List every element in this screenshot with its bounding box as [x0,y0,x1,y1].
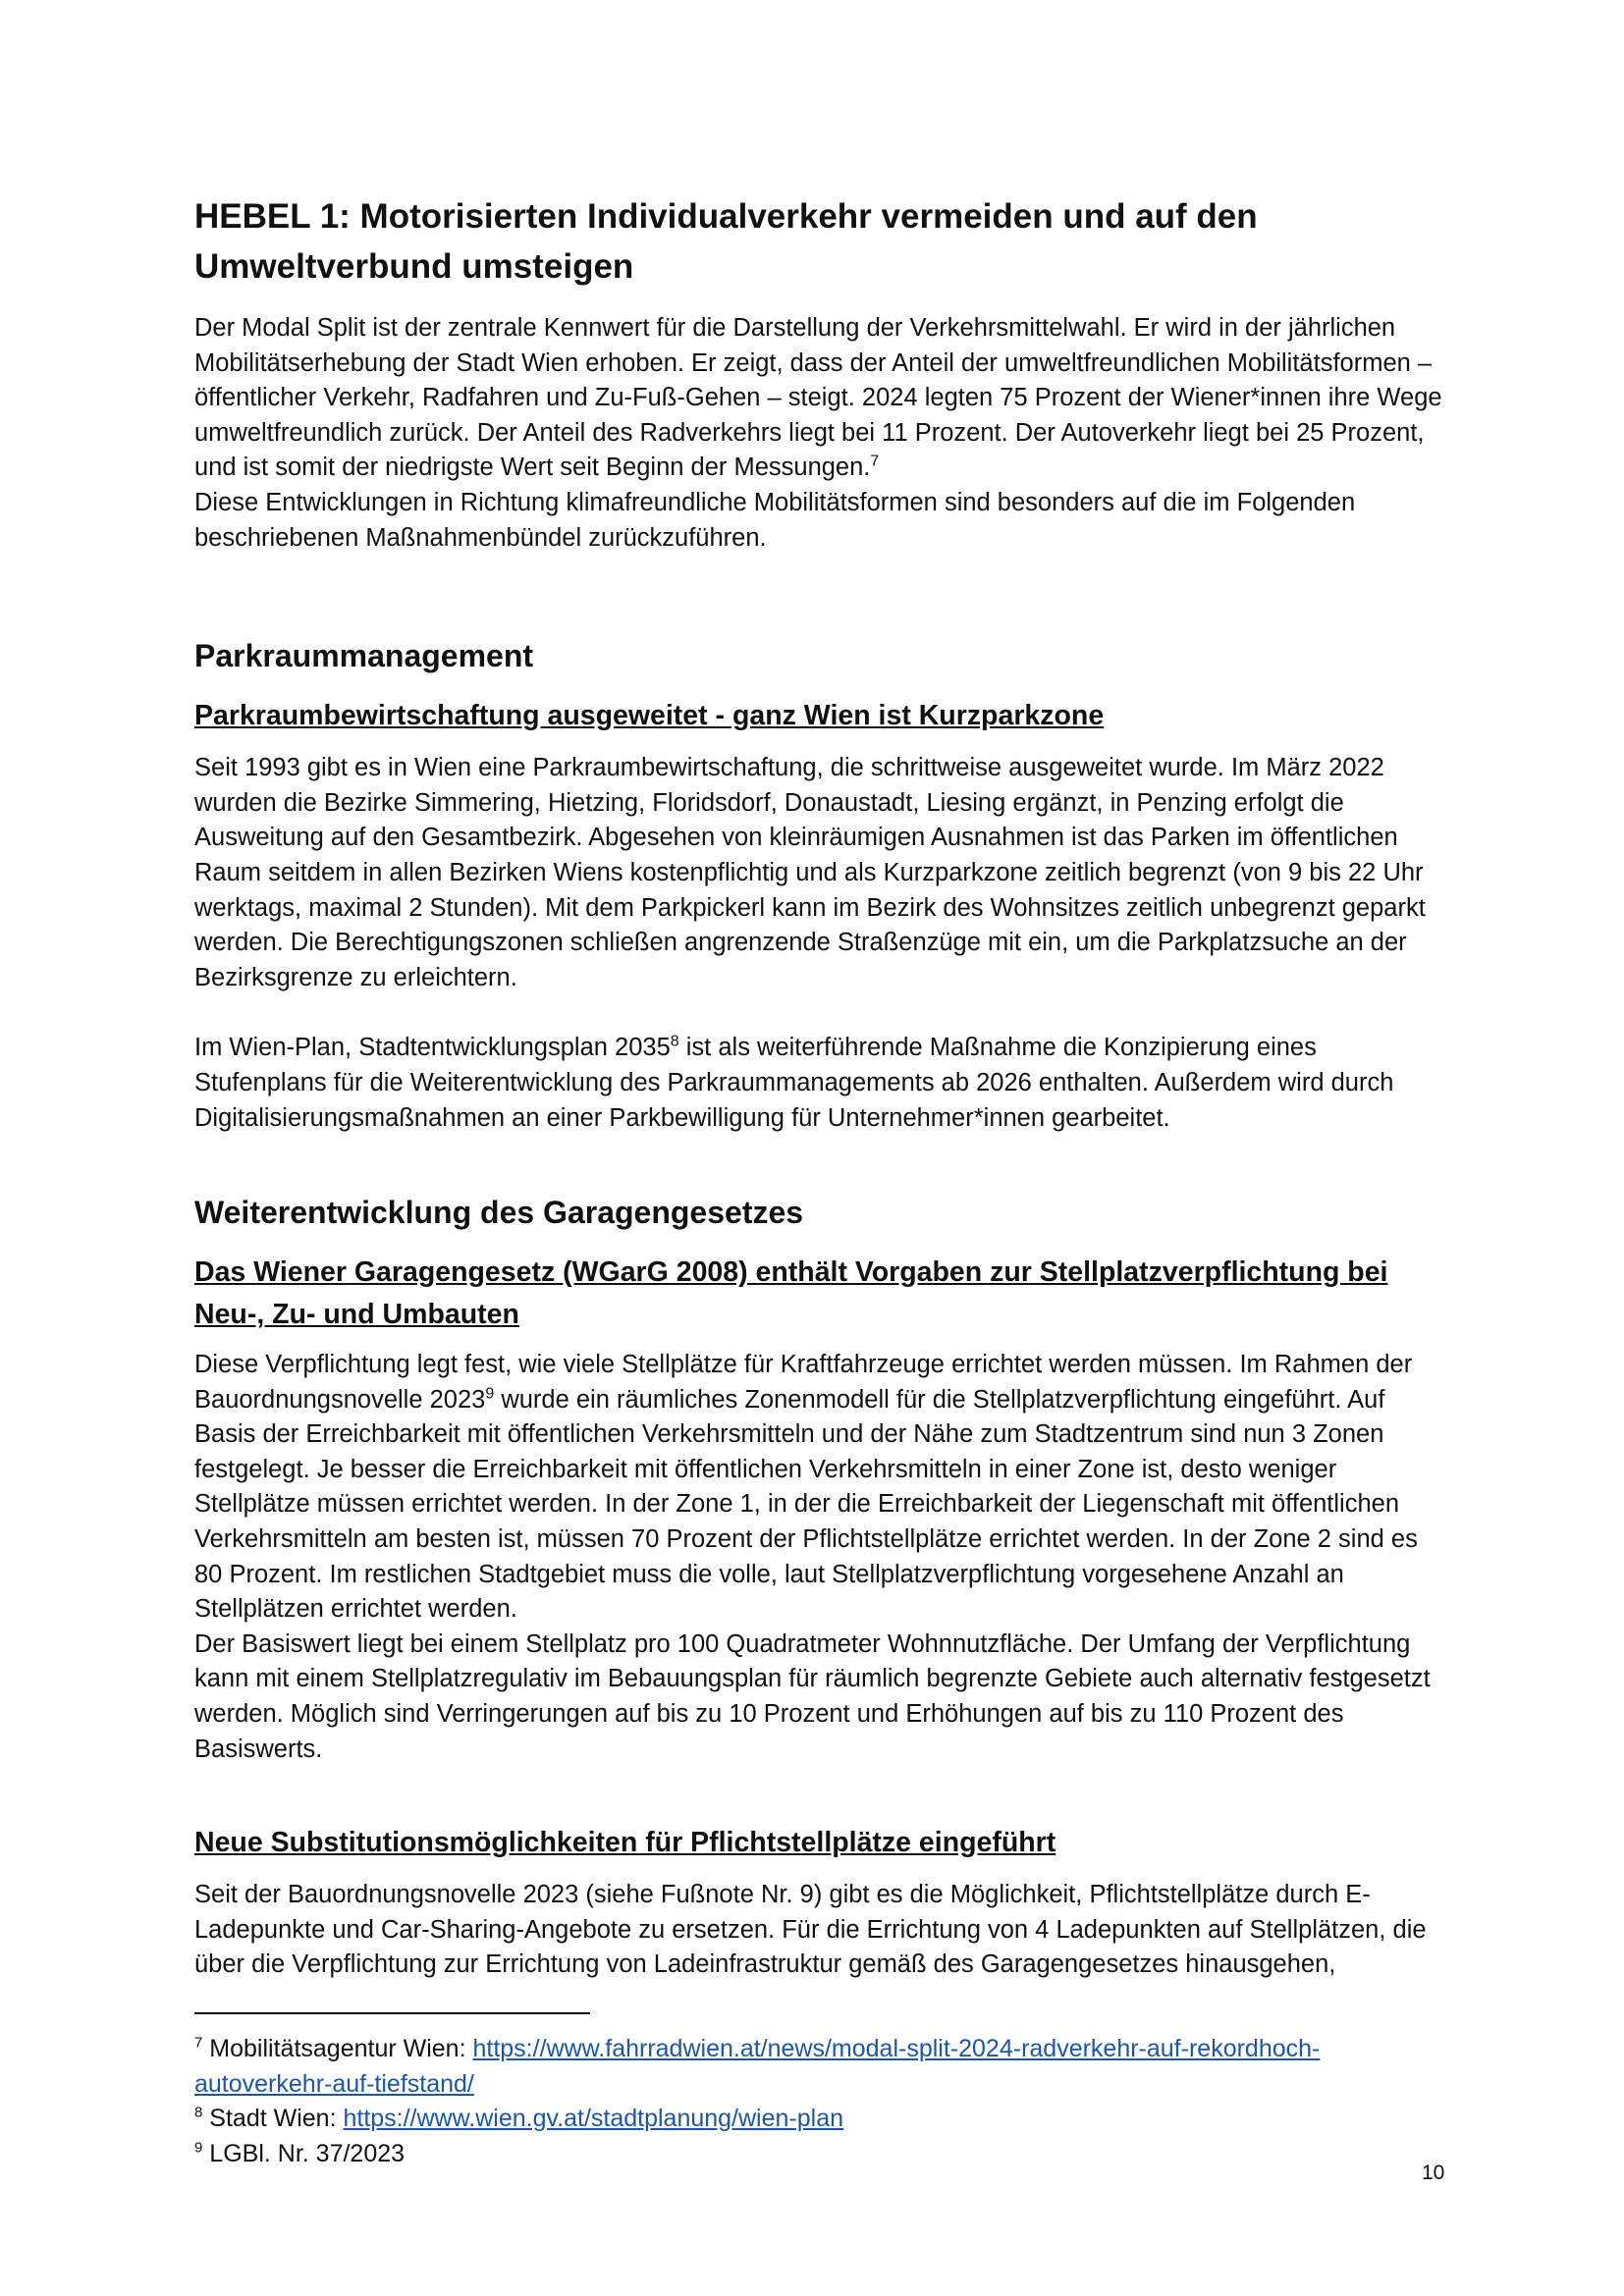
garage-paragraph-1-b: wurde ein räumliches Zonenmodell für die Stellplatzverpflichtung eingeführt. Auf Basis der Erreichbarkeit mit öffentlichen Verkehrsmitteln und der Nähe zum Stadtzentrum sind nun 3 Zonen festgelegt. Je besser die Erreichbarkeit mit öffentlichen Verkehrsmitteln in einer Zone ist, desto weniger Stellplätze müssen errichtet werden. In der Zone 1, in der die Erreichbarkeit der Liegenschaft mit öffentlichen Verkehrsmitteln am besten ist, müssen 70 Prozent der Pflichtstellplätze errichtet werden. In der Zone 2 sind es 80 Prozent. Im restlichen Stadtgebiet muss die volle, laut Stellplatzverpflichtung vorgesehene Anzahl an Stellplätzen errichtet werden. [194,1385,1418,1624]
modal-split-text: Der Modal Split ist der zentrale Kennwert für die Darstellung der Verkehrsmittelwahl. Er wird in der jährlichen Mobilitätserhebung der Stadt Wien erhoben. Er zeigt, dass der Anteil der umweltfreundlichen Mobilitätsformen – öffentlicher Verkehr, Radfahren und Zu-Fuß-Gehen – steigt. 2024 legten 75 Prozent der Wiener*innen ihre Wege umweltfreundlich zurück. Der Anteil des Radverkehrs liegt bei 11 Prozent. Der Autoverkehr liegt bei 25 Prozent, und ist somit der niedrigste Wert seit Beginn der Messungen. [194,314,1442,482]
footnote-8 [194,2102,1443,2137]
garage-paragraph-1-a: Diese Verpflichtung legt fest, wie viele Stellplätze für Kraftfahrzeuge errichtet werden müssen. Im Rahmen der Bauordnungsnovelle 2023 [194,1351,1413,1414]
footnote-link-fahrradwien[interactable]: https://www.fahrradwien.at/news/modal-split-2024-radverkehr-auf-rekordhoch-autoverkehr-auf-tiefstand/ [194,2035,1321,2098]
footnote-9 [194,2137,1443,2172]
substitution-paragraph: Seit der Bauordnungsnovelle 2023 (siehe Fußnote Nr. 9) gibt es die Möglichkeit, Pflichtstellplätze durch E-Ladepunkte und Car-Sharing-Angebote zu ersetzen. Für die Errichtung von 4 Ladepunkten auf Stellplätzen, die über die Verpflichtung zur Errichtung von Ladeinfrastruktur gemäß des Garagengesetzes hinausgehen, [194,1881,1427,1979]
parking-paragraph-2-a: Im Wien-Plan, Stadtentwicklungsplan 2035 [194,1034,671,1062]
parking-subheading: Parkraumbewirtschaftung ausgeweitet - ganz Wien ist Kurzparkzone [194,700,1105,732]
footnote-num: 8 [194,2104,203,2121]
footnote-link-wien-plan[interactable]: https://www.wien.gv.at/stadtplanung/wien-plan [343,2105,844,2132]
modal-split-text-cont: Diese Entwicklungen in Richtung klimafreundliche Mobilitätsformen sind besonders auf die im Folgenden beschriebenen Maßnahmenbündel zurückzuführen. [194,488,1356,552]
page-number: 10 [1422,2162,1445,2184]
garage-paragraph-1 [194,1348,1443,1628]
footnote-ref-8[interactable]: 8 [670,1033,679,1050]
footnote-num: 9 [194,2139,203,2157]
parking-paragraph-1: Seit 1993 gibt es in Wien eine Parkraumbewirtschaftung, die schrittweise ausgeweitet wurde. Im März 2022 wurden die Bezirke Simmering, Hietzing, Floridsdorf, Donaustadt, Liesing ergänzt, in Penzing erfolgt die Ausweitung auf den Gesamtbezirk. Abgesehen von kleinräumigen Ausnahmen ist das Parken im öffentlichen Raum seitdem in allen Bezirken Wiens kostenpflichtig und als Kurzparkzone zeitlich begrenzt (von 9 bis 22 Uhr werktags, maximal 2 Stunden). Mit dem Parkpickerl kann im Bezirk des Wohnsitzes zeitlich unbegrenzt geparkt werden. Die Berechtigungszonen schließen angrenzende Straßenzüge mit ein, um die Parkplatzsuche an der Bezirksgrenze zu erleichtern. [194,754,1426,991]
footnote-text: Stadt Wien: [209,2105,344,2132]
garage-heading: Weiterentwicklung des Garagengesetzes [194,1195,804,1231]
parking-paragraph-2-b: ist als weiterführende Maßnahme die Konzipierung eines Stufenplans für die Weiterentwicklung des Parkraummanagements ab 2026 enthalten. Außerdem wird durch Digitalisierungsmaßnahmen an einer Parkbewilligung für Unternehmer*innen gearbeitet. [194,1034,1394,1132]
footnote-text: Mobilitätsagentur Wien: [209,2035,473,2062]
footnote-ref-7[interactable]: 7 [870,453,880,470]
footnote-7 [194,2032,1443,2102]
document-page [194,191,1443,1983]
parking-heading: Parkraummanagement [194,638,534,674]
footnotes [194,2012,1443,2171]
garage-subheading: Das Wiener Garagengesetz (WGarG 2008) enthält Vorgaben zur Stellplatzverpflichtung bei Neu-, Zu- und Umbauten [194,1256,1388,1331]
garage-paragraph-2: Der Basiswert liegt bei einem Stellplatz pro 100 Quadratmeter Wohnnutzfläche. Der Umfang der Verpflichtung kann mit einem Stellplatzregulativ im Bebauungsplan für räumlich begrenzte Gebiete auch alternativ festgesetzt werden. Möglich sind Verringerungen auf bis zu 10 Prozent und Erhöhungen auf bis zu 110 Prozent des Basiswerts. [194,1629,1431,1763]
footnote-ref-9[interactable]: 9 [485,1385,495,1403]
parking-paragraph-2 [194,1031,1443,1136]
modal-split-paragraph [194,311,1443,556]
substitution-subheading: Neue Substitutionsmöglichkeiten für Pflichtstellplätze eingeführt [194,1827,1056,1859]
footnote-divider [194,2012,590,2014]
section-heading-hebel-1: HEBEL 1: Motorisierten Individualverkehr vermeiden und auf den Umweltverbund umsteigen [194,197,1258,286]
footnote-num: 7 [194,2034,203,2052]
footnote-text: LGBl. Nr. 37/2023 [209,2139,406,2167]
